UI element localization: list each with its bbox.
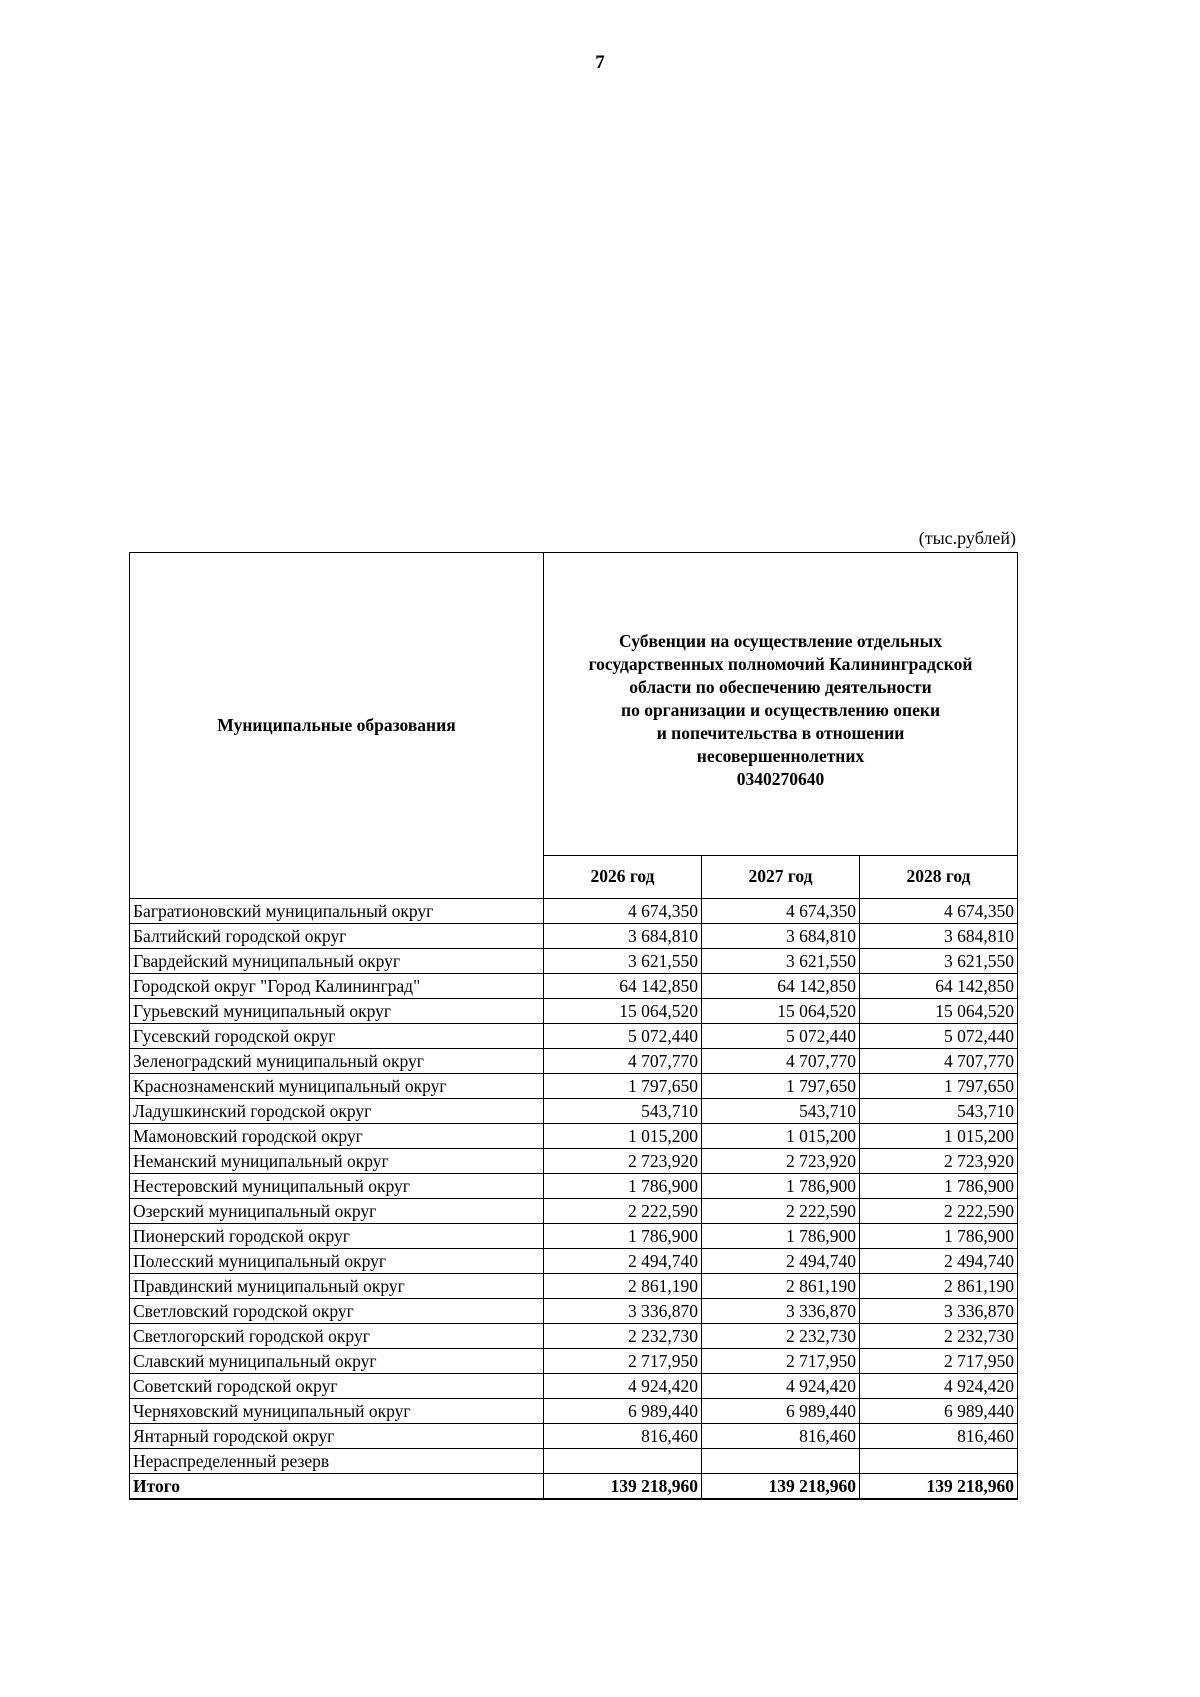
header-year-2026: 2026 год — [544, 855, 702, 898]
table-row — [130, 1324, 1018, 1349]
value-2027: 3 684,810 — [702, 924, 860, 949]
header-municipalities: Муниципальные образования — [130, 553, 544, 899]
value-2028: 1 015,200 — [860, 1124, 1018, 1149]
value-2028: 1 786,900 — [860, 1174, 1018, 1199]
value-2027 — [702, 1449, 860, 1474]
value-2027: 6 989,440 — [702, 1399, 860, 1424]
header-subvention-line: 0340270640 — [736, 769, 825, 790]
municipality-name: Светловский городской округ — [130, 1299, 544, 1324]
total-value-2027: 139 218,960 — [702, 1474, 860, 1500]
municipality-name: Гусевский городской округ — [130, 1024, 544, 1049]
header-subvention-line: несовершеннолетних — [696, 746, 865, 767]
value-2027: 2 494,740 — [702, 1249, 860, 1274]
municipality-name: Озерский муниципальный округ — [130, 1199, 544, 1224]
value-2027: 2 222,590 — [702, 1199, 860, 1224]
municipality-name: Советский городской округ — [130, 1374, 544, 1399]
value-2028: 4 707,770 — [860, 1049, 1018, 1074]
total-value-2026: 139 218,960 — [544, 1474, 702, 1500]
table-row — [130, 1374, 1018, 1399]
value-2027: 2 861,190 — [702, 1274, 860, 1299]
table-row — [130, 1224, 1018, 1249]
table-row — [130, 899, 1018, 924]
value-2027: 816,460 — [702, 1424, 860, 1449]
value-2026: 2 222,590 — [544, 1199, 702, 1224]
header-subvention-line: Субвенции на осуществление отдельных — [619, 631, 942, 652]
municipality-name: Зеленоградский муниципальный округ — [130, 1049, 544, 1074]
header-subvention-line: и попечительства в отношении — [656, 723, 905, 744]
municipality-name: Черняховский муниципальный округ — [130, 1399, 544, 1424]
value-2028: 2 717,950 — [860, 1349, 1018, 1374]
value-2026: 543,710 — [544, 1099, 702, 1124]
header-subvention-title — [544, 553, 1018, 856]
value-2028: 2 222,590 — [860, 1199, 1018, 1224]
value-2027: 3 336,870 — [702, 1299, 860, 1324]
table-row — [130, 974, 1018, 999]
table-row — [130, 1149, 1018, 1174]
value-2026: 1 797,650 — [544, 1074, 702, 1099]
municipality-name: Городской округ "Город Калининград" — [130, 974, 544, 999]
value-2027: 1 786,900 — [702, 1174, 860, 1199]
header-subvention-line: государственных полномочий Калининградской — [588, 654, 973, 675]
header-year-2027: 2027 год — [702, 855, 860, 898]
value-2028: 4 924,420 — [860, 1374, 1018, 1399]
value-2027: 543,710 — [702, 1099, 860, 1124]
municipality-name: Мамоновский городской округ — [130, 1124, 544, 1149]
value-2028: 816,460 — [860, 1424, 1018, 1449]
value-2027: 2 717,950 — [702, 1349, 860, 1374]
value-2027: 1 797,650 — [702, 1074, 860, 1099]
table-header-row — [130, 553, 1018, 856]
value-2027: 3 621,550 — [702, 949, 860, 974]
municipality-name: Пионерский городской округ — [130, 1224, 544, 1249]
value-2027: 1 015,200 — [702, 1124, 860, 1149]
table-row — [130, 1424, 1018, 1449]
table-row — [130, 1349, 1018, 1374]
value-2026: 5 072,440 — [544, 1024, 702, 1049]
table-row — [130, 1274, 1018, 1299]
table-row — [130, 1099, 1018, 1124]
value-2028: 3 684,810 — [860, 924, 1018, 949]
municipality-name: Славский муниципальный округ — [130, 1349, 544, 1374]
value-2026: 1 786,900 — [544, 1174, 702, 1199]
table-row — [130, 1124, 1018, 1149]
header-subvention-line: области по обеспечению деятельности — [629, 677, 932, 698]
municipality-name: Ладушкинский городской округ — [130, 1099, 544, 1124]
header-year-2028: 2028 год — [860, 855, 1018, 898]
table-row — [130, 924, 1018, 949]
value-2026: 816,460 — [544, 1424, 702, 1449]
value-2027: 15 064,520 — [702, 999, 860, 1024]
units-label: (тыс.рублей) — [918, 528, 1016, 548]
value-2027: 2 723,920 — [702, 1149, 860, 1174]
total-municipality-name: Итого — [130, 1474, 544, 1500]
value-2028: 3 621,550 — [860, 949, 1018, 974]
value-2026: 1 015,200 — [544, 1124, 702, 1149]
municipality-name: Гвардейский муниципальный округ — [130, 949, 544, 974]
municipality-name: Светлогорский городской округ — [130, 1324, 544, 1349]
table-row — [130, 1299, 1018, 1324]
value-2027: 1 786,900 — [702, 1224, 860, 1249]
subvention-table — [129, 552, 1018, 1500]
municipality-name: Краснознаменский муниципальный округ — [130, 1074, 544, 1099]
municipality-name: Багратионовский муниципальный округ — [130, 899, 544, 924]
value-2026: 15 064,520 — [544, 999, 702, 1024]
value-2028: 1 786,900 — [860, 1224, 1018, 1249]
value-2028: 2 723,920 — [860, 1149, 1018, 1174]
value-2028: 2 232,730 — [860, 1324, 1018, 1349]
value-2028: 6 989,440 — [860, 1399, 1018, 1424]
page-number: 7 — [595, 52, 605, 73]
value-2027: 64 142,850 — [702, 974, 860, 999]
value-2027: 4 707,770 — [702, 1049, 860, 1074]
municipality-name: Полесский муниципальный округ — [130, 1249, 544, 1274]
value-2026: 3 336,870 — [544, 1299, 702, 1324]
municipality-name: Неманский муниципальный округ — [130, 1149, 544, 1174]
value-2028: 5 072,440 — [860, 1024, 1018, 1049]
table-row — [130, 1049, 1018, 1074]
table-row — [130, 1024, 1018, 1049]
value-2026: 4 707,770 — [544, 1049, 702, 1074]
municipality-name: Балтийский городской округ — [130, 924, 544, 949]
value-2028: 64 142,850 — [860, 974, 1018, 999]
table-row — [130, 1249, 1018, 1274]
value-2028: 15 064,520 — [860, 999, 1018, 1024]
value-2028: 543,710 — [860, 1099, 1018, 1124]
total-value-2028: 139 218,960 — [860, 1474, 1018, 1500]
value-2026: 2 717,950 — [544, 1349, 702, 1374]
value-2028: 2 494,740 — [860, 1249, 1018, 1274]
value-2026: 3 621,550 — [544, 949, 702, 974]
table-row — [130, 1074, 1018, 1099]
municipality-name: Янтарный городской округ — [130, 1424, 544, 1449]
value-2026: 2 861,190 — [544, 1274, 702, 1299]
value-2027: 4 924,420 — [702, 1374, 860, 1399]
value-2027: 4 674,350 — [702, 899, 860, 924]
value-2028: 4 674,350 — [860, 899, 1018, 924]
municipality-name: Гурьевский муниципальный округ — [130, 999, 544, 1024]
value-2026 — [544, 1449, 702, 1474]
value-2027: 2 232,730 — [702, 1324, 860, 1349]
table-body — [130, 899, 1018, 1500]
value-2026: 64 142,850 — [544, 974, 702, 999]
table-row — [130, 999, 1018, 1024]
municipality-name: Нестеровский муниципальный округ — [130, 1174, 544, 1199]
table-row — [130, 1199, 1018, 1224]
value-2026: 2 494,740 — [544, 1249, 702, 1274]
value-2028 — [860, 1449, 1018, 1474]
value-2026: 2 232,730 — [544, 1324, 702, 1349]
value-2026: 3 684,810 — [544, 924, 702, 949]
header-subvention-line: по организации и осуществлению опеки — [620, 700, 941, 721]
value-2027: 5 072,440 — [702, 1024, 860, 1049]
municipality-name: Правдинский муниципальный округ — [130, 1274, 544, 1299]
municipality-name: Нераспределенный резерв — [130, 1449, 544, 1474]
table-row — [130, 1399, 1018, 1424]
table-row — [130, 949, 1018, 974]
value-2026: 6 989,440 — [544, 1399, 702, 1424]
value-2026: 2 723,920 — [544, 1149, 702, 1174]
value-2026: 1 786,900 — [544, 1224, 702, 1249]
header-subvention-text — [554, 630, 1007, 791]
table-row — [130, 1174, 1018, 1199]
value-2028: 1 797,650 — [860, 1074, 1018, 1099]
value-2028: 2 861,190 — [860, 1274, 1018, 1299]
value-2028: 3 336,870 — [860, 1299, 1018, 1324]
value-2026: 4 924,420 — [544, 1374, 702, 1399]
table-row — [130, 1449, 1018, 1474]
value-2026: 4 674,350 — [544, 899, 702, 924]
table-total-row — [130, 1474, 1018, 1500]
